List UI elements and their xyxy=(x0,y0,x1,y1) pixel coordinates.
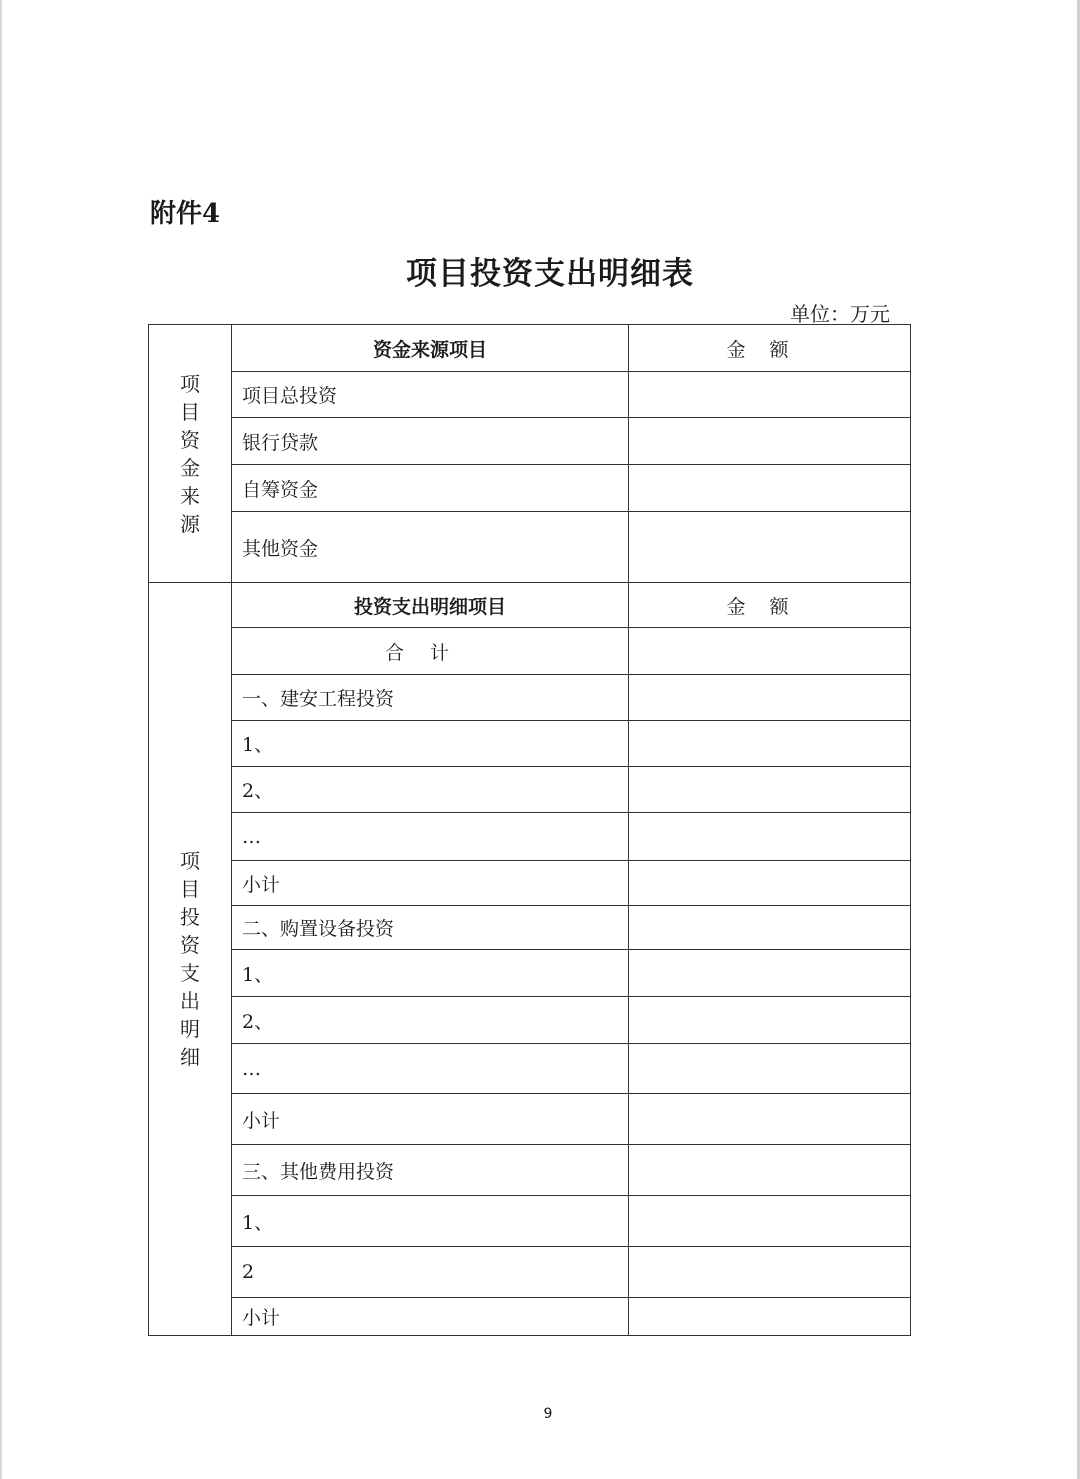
table-row xyxy=(149,767,911,813)
amount-cell xyxy=(629,861,911,906)
row-label: 小计 xyxy=(232,1094,629,1145)
amount-cell xyxy=(629,767,911,813)
row-label: 自筹资金 xyxy=(232,465,629,512)
row-label: … xyxy=(232,1044,629,1094)
funding-side-text: 项目资金来源 xyxy=(180,371,200,536)
amount-cell xyxy=(629,906,911,950)
row-label: 1、 xyxy=(232,1196,629,1247)
amount-cell xyxy=(629,1094,911,1145)
row-label: 三、其他费用投资 xyxy=(232,1145,629,1196)
amount-cell xyxy=(629,418,911,465)
expense-header-row xyxy=(149,583,911,628)
row-label: 2、 xyxy=(232,767,629,813)
row-label: 1、 xyxy=(232,950,629,997)
page-title: 项目投资支出明细表 xyxy=(406,256,694,292)
table-row xyxy=(149,997,911,1044)
row-label: 一、建安工程投资 xyxy=(232,675,629,721)
row-label: 项目总投资 xyxy=(232,372,629,418)
table-row xyxy=(149,675,911,721)
amount-cell xyxy=(629,512,911,583)
amount-cell xyxy=(629,1247,911,1298)
funding-side-label xyxy=(149,325,232,583)
table-row xyxy=(149,906,911,950)
amount-cell xyxy=(629,628,911,675)
expense-amount-header: 金额 xyxy=(629,583,911,628)
funding-item-header: 资金来源项目 xyxy=(232,325,629,372)
table-row xyxy=(149,721,911,767)
total-row xyxy=(149,628,911,675)
page-number: 9 xyxy=(543,1406,553,1422)
row-label: 二、购置设备投资 xyxy=(232,906,629,950)
amount-cell xyxy=(629,675,911,721)
amount-cell xyxy=(629,1044,911,1094)
page-edge-left xyxy=(0,0,2,1479)
row-label: 其他资金 xyxy=(232,512,629,583)
amount-cell xyxy=(629,950,911,997)
attachment-label: 附件4 xyxy=(150,199,221,229)
amount-cell xyxy=(629,997,911,1044)
row-label: 银行贷款 xyxy=(232,418,629,465)
table-row xyxy=(149,418,911,465)
table-row xyxy=(149,1044,911,1094)
table-row xyxy=(149,512,911,583)
row-label: 2 xyxy=(232,1247,629,1298)
funding-amount-header: 金额 xyxy=(629,325,911,372)
expense-side-text: 项目投资支出明细 xyxy=(180,849,200,1069)
table-row xyxy=(149,861,911,906)
row-label: 1、 xyxy=(232,721,629,767)
table-row xyxy=(149,1094,911,1145)
total-label: 合计 xyxy=(232,628,629,675)
table-row xyxy=(149,1298,911,1336)
unit-label: 单位：万元 xyxy=(790,302,890,326)
amount-cell xyxy=(629,372,911,418)
table-row xyxy=(149,813,911,861)
amount-cell xyxy=(629,1196,911,1247)
amount-cell xyxy=(629,813,911,861)
investment-table xyxy=(148,324,911,1336)
table-row xyxy=(149,950,911,997)
table-row xyxy=(149,372,911,418)
funding-header-row xyxy=(149,325,911,372)
row-label: 小计 xyxy=(232,1298,629,1336)
table-row xyxy=(149,1145,911,1196)
amount-cell xyxy=(629,465,911,512)
row-label: 2、 xyxy=(232,997,629,1044)
amount-cell xyxy=(629,1145,911,1196)
expense-item-header: 投资支出明细项目 xyxy=(232,583,629,628)
row-label: … xyxy=(232,813,629,861)
table-row xyxy=(149,465,911,512)
expense-side-label xyxy=(149,583,232,1336)
table-row xyxy=(149,1196,911,1247)
amount-cell xyxy=(629,1298,911,1336)
table-row xyxy=(149,1247,911,1298)
amount-cell xyxy=(629,721,911,767)
row-label: 小计 xyxy=(232,861,629,906)
